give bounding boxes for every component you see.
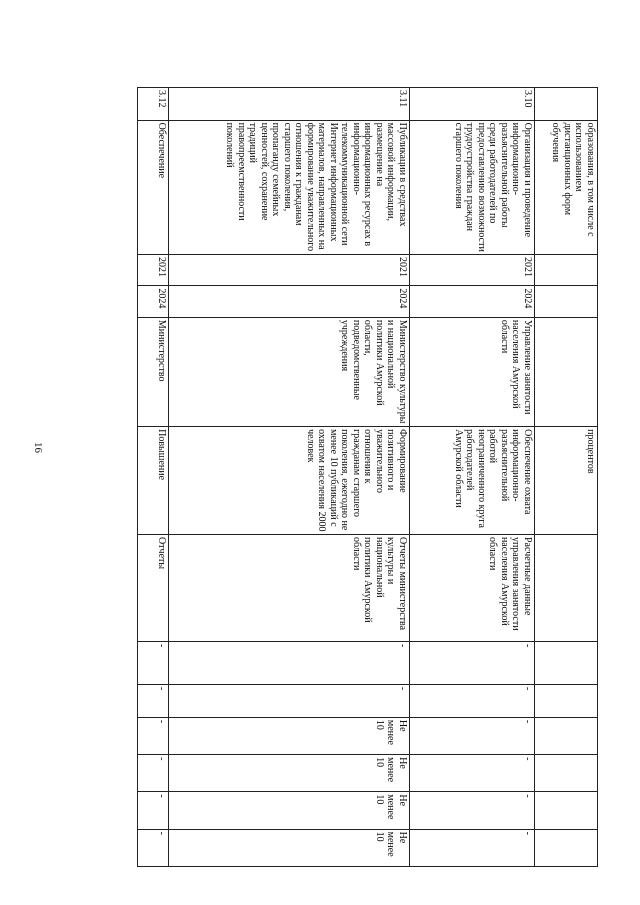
cell-indicator-2: -: [138, 684, 169, 717]
cell-start-year: 2021: [410, 254, 535, 285]
cell-executor: Министерство культуры и национальной политики Амурской области, подведомственные учреждения: [169, 317, 410, 426]
cell-indicator-5: -: [138, 792, 169, 829]
cell-info-source: [535, 534, 598, 641]
cell-indicator-6: -: [410, 829, 535, 866]
cell-measure-name: Публикации в средствах массовой информации, размещение на информационных ресурсах в информационно-телекоммуникационной сети Интернет информационных материалов, направленных на формирование уважительного отношения к гражданам старшего поколения, пропаганду семейных ценностей, сохранение традиций правопреемственности поколений: [169, 120, 410, 254]
cell-indicator-5: [535, 792, 598, 829]
cell-indicator-1: -: [138, 642, 169, 685]
cell-end-year: 2024: [169, 286, 410, 317]
cell-indicator-4: [535, 755, 598, 792]
cell-indicator-1: -: [410, 642, 535, 685]
cell-end-year: 2024: [138, 286, 169, 317]
cell-expected-result: процентов: [535, 427, 598, 535]
cell-measure-name: Организация и проведение информационно-разъяснительной работы среди работодателей по предоставлению возможности трудоустройства граждан старшего поколения: [410, 120, 535, 254]
cell-indicator-5: -: [410, 792, 535, 829]
cell-executor: [535, 317, 598, 426]
table-row-3-12: [138, 88, 169, 867]
cell-expected-result: Обеспечение охвата информационно-разъяснительной работой неограниченного круга работодателей Амурской области: [410, 427, 535, 535]
cell-indicator-2: -: [169, 684, 410, 717]
cell-indicator-1: [535, 642, 598, 685]
cell-indicator-2: -: [410, 684, 535, 717]
page-number: 16: [32, 442, 44, 453]
cell-expected-result: Повышение: [138, 427, 169, 535]
cell-start-year: 2021: [138, 254, 169, 285]
cell-indicator-6: -: [138, 829, 169, 866]
cell-end-year: [535, 286, 598, 317]
cell-indicator-3: -: [410, 717, 535, 754]
cell-indicator-4: Не менее 10: [169, 755, 410, 792]
cell-indicator-6: [535, 829, 598, 866]
cell-indicator-3: Не менее 10: [169, 717, 410, 754]
cell-start-year: [535, 254, 598, 285]
cell-indicator-6: Не менее 10: [169, 829, 410, 866]
table-row-3-11: [169, 88, 410, 867]
cell-measure-name: Обеспечение: [138, 120, 169, 254]
cell-indicator-2: [535, 684, 598, 717]
rotated-table-container: [78, 87, 598, 867]
cell-info-source: Расчетные данные управления занятости населения Амурской области: [410, 534, 535, 641]
cell-executor: Управление занятости населения Амурской области: [410, 317, 535, 426]
cell-info-source: Отчеты министерства культуры и национальной политики Амурской области: [169, 534, 410, 641]
cell-indicator-4: -: [138, 755, 169, 792]
cell-number: 3.12: [138, 88, 169, 121]
cell-number: 3.10: [410, 88, 535, 121]
cell-indicator-5: Не менее 10: [169, 792, 410, 829]
cell-indicator-4: -: [410, 755, 535, 792]
measures-table: [137, 87, 598, 867]
cell-measure-name: образования, в том числе с использованием дистанционных форм обучения: [535, 120, 598, 254]
cell-end-year: 2024: [410, 286, 535, 317]
cell-indicator-3: [535, 717, 598, 754]
cell-indicator-1: -: [169, 642, 410, 685]
cell-start-year: 2021: [169, 254, 410, 285]
cell-number: 3.11: [169, 88, 410, 121]
cell-expected-result: Формирование позитивного и уважительного отношения к гражданам старшего поколения, ежегодно не менее 10 публикаций с охватом населения 2000 человек: [169, 427, 410, 535]
cell-indicator-3: -: [138, 717, 169, 754]
cell-info-source: Отчеты: [138, 534, 169, 641]
table-row-3-10: [410, 88, 535, 867]
cell-number: [535, 88, 598, 121]
table-row-continuation: [535, 88, 598, 867]
cell-executor: Министерство: [138, 317, 169, 426]
